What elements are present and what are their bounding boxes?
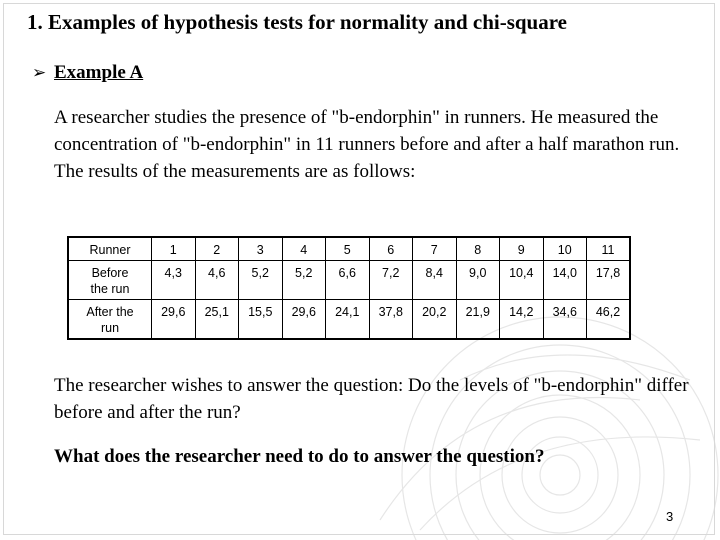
table-cell: 9,0 (456, 261, 500, 300)
row-header (68, 300, 152, 340)
table-cell: 9 (500, 237, 544, 261)
table-row (68, 261, 630, 300)
table-cell: 8,4 (413, 261, 457, 300)
table-cell: 7 (413, 237, 457, 261)
table-cell: 3 (239, 237, 283, 261)
slide-title: 1. Examples of hypothesis tests for normality and chi-square (27, 10, 568, 34)
table-cell: 20,2 (413, 300, 457, 340)
table-row (68, 237, 630, 261)
task-question: What does the researcher need to do to answer the question? (54, 446, 545, 467)
table-cell: 1 (152, 237, 196, 261)
table-cell: 5 (326, 237, 370, 261)
table-cell: 10,4 (500, 261, 544, 300)
table-cell: 25,1 (195, 300, 239, 340)
table-cell: 15,5 (239, 300, 283, 340)
table-cell: 4,3 (152, 261, 196, 300)
row-header (68, 261, 152, 300)
row-header-line: the run (90, 282, 130, 296)
table-cell: 5,2 (239, 261, 283, 300)
row-header: Runner (68, 237, 152, 261)
table-cell: 29,6 (282, 300, 326, 340)
example-label: Example A (54, 62, 144, 83)
row-header-line: run (100, 321, 120, 335)
table-cell: 14,0 (543, 261, 587, 300)
table-cell: 29,6 (152, 300, 196, 340)
table-cell: 6 (369, 237, 413, 261)
table-cell: 6,6 (326, 261, 370, 300)
row-header-line: After the (86, 305, 134, 319)
example-bullet (32, 62, 143, 84)
table-cell: 14,2 (500, 300, 544, 340)
table-cell: 2 (195, 237, 239, 261)
table-cell: 4,6 (195, 261, 239, 300)
table-cell: 46,2 (587, 300, 631, 340)
research-question: The researcher wishes to answer the question: Do the levels of "b-endorphin" differ before and after the run? (54, 375, 689, 423)
row-header-line: Before (91, 266, 129, 280)
table-cell: 4 (282, 237, 326, 261)
measurements-table (67, 236, 631, 340)
arrow-bullet-icon: ➢ (32, 63, 47, 83)
table-row (68, 300, 630, 340)
table-cell: 17,8 (587, 261, 631, 300)
table-cell: 37,8 (369, 300, 413, 340)
table-cell: 24,1 (326, 300, 370, 340)
table-cell: 5,2 (282, 261, 326, 300)
intro-paragraph: A researcher studies the presence of "b-endorphin" in runners. He measured the concentration of "b-endorphin" in 11 runners before and after a half marathon run. The results of the measurements are as follows: (54, 107, 680, 182)
table-cell: 11 (587, 237, 631, 261)
table-cell: 10 (543, 237, 587, 261)
table-cell: 7,2 (369, 261, 413, 300)
table-cell: 34,6 (543, 300, 587, 340)
table-cell: 8 (456, 237, 500, 261)
page-number: 3 (666, 509, 674, 524)
table-cell: 21,9 (456, 300, 500, 340)
